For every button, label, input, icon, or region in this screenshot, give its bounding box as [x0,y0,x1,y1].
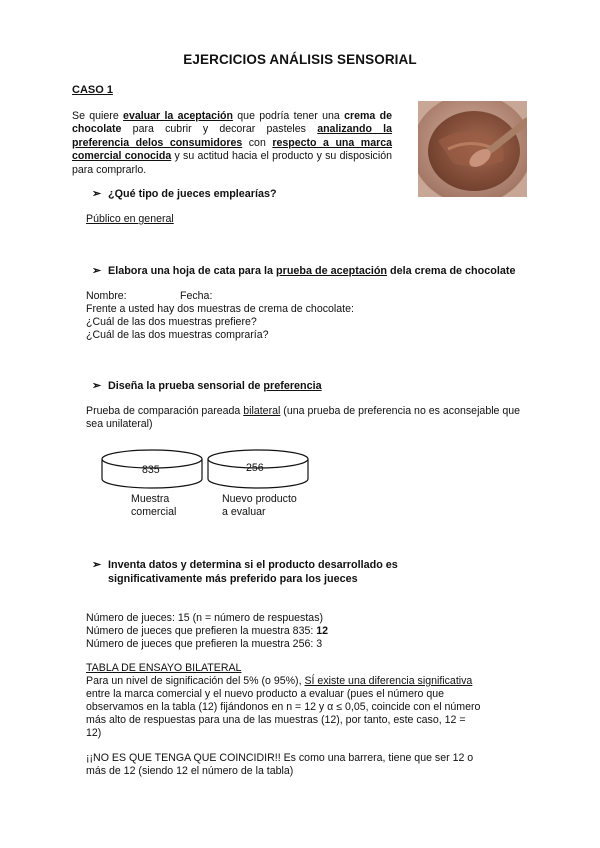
question-4-heading: ➢ Inventa datos y determina si el producto desarrollado es significativamente más preferido para los jueces [92,559,398,585]
case-heading: CASO 1 [72,84,113,96]
table-title: TABLA DE ENSAYO BILATERAL [86,662,242,674]
conclusion-paragraph: TABLA DE ENSAYO BILATERAL Para un nivel de significación del 5% (o 95%), SÍ existe una diferencia significativa entre la marca comercial y el nuevo producto a evaluar (pues el número que observamos en la tabla (12) fijándonos en n = 12 y α ≤ 0,05, coincide con el número más alto de respuestas para una de las muestras (12), por tanto, este caso, 12 = 12) [86,662,496,740]
question-2-heading: ➢ Elabora una hoja de cata para la prueba de aceptación dela crema de chocolate [92,265,516,277]
intro-paragraph: Se quiere evaluar la aceptación que podría tener una crema de chocolate para cubrir y decorar pasteles analizando la preferencia delos consumidores con respecto a una marca comercial conocida y su actitud hacia el producto y su disposición para comprarlo. [72,110,393,176]
arrow-bullet-icon: ➢ [92,380,102,392]
arrow-bullet-icon: ➢ [92,188,102,200]
judges-data: Número de jueces: 15 (n = número de respuestas) Número de jueces que prefieren la muestra 835: 12 Número de jueces que prefieren la muestra 256: 3 [86,612,329,650]
sample-256-label: Nuevo producto a evaluar [222,493,297,518]
arrow-bullet-icon: ➢ [92,559,102,571]
tasting-sheet: Nombre: Fecha: Frente a usted hay dos muestras de crema de chocolate: ¿Cuál de las dos muestras prefiere? ¿Cuál de las dos muestras compraría? [86,290,354,341]
nombre-label: Nombre: [86,290,127,302]
sample-code-256: 256 [246,462,264,474]
question-1-answer: Público en general [86,213,174,225]
fecha-label: Fecha: [180,290,213,302]
final-note: ¡¡NO ES QUE TENGA QUE COINCIDIR!! Es como una barrera, tiene que ser 12 o más de 12 (siendo 12 el número de la tabla) [86,752,474,777]
sample-835-label: Muestra comercial [131,493,177,518]
sample-code-835: 835 [142,464,160,476]
arrow-bullet-icon: ➢ [92,265,102,277]
chocolate-cream-photo [418,101,527,197]
page-title: EJERCICIOS ANÁLISIS SENSORIAL [183,52,417,67]
question-3-text: Prueba de comparación pareada bilateral (una prueba de preferencia no es aconsejable que sea unilateral) [86,405,521,430]
question-1-heading: ➢ ¿Qué tipo de jueces emplearías? [92,188,277,200]
question-3-heading: ➢ Diseña la prueba sensorial de preferencia [92,380,322,392]
